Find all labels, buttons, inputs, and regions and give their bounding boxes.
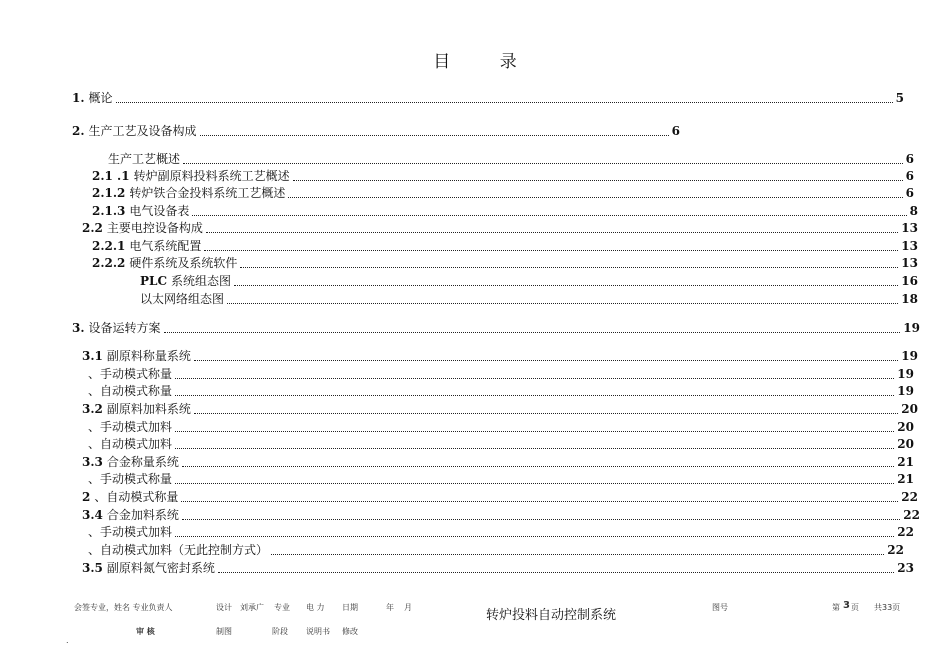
toc-page: 22 bbox=[901, 490, 918, 504]
date-label: 日期 bbox=[342, 603, 358, 612]
toc-page: 8 bbox=[909, 204, 918, 218]
toc-number: 3.2 bbox=[82, 402, 103, 416]
toc-page: 22 bbox=[903, 508, 920, 522]
toc-label: 生产工艺概述 bbox=[108, 152, 181, 166]
toc-label: 、手动模式加料 bbox=[88, 420, 173, 434]
toc-label: 主要电控设备构成 bbox=[106, 221, 203, 235]
countersign-label: 会签专业，姓名 专业负责人 bbox=[74, 603, 173, 612]
toc-page: 21 bbox=[897, 455, 914, 469]
toc-page: 22 bbox=[887, 543, 904, 557]
toc-number: 3.1 bbox=[82, 349, 103, 363]
corner-mark: . bbox=[66, 636, 69, 645]
toc-number: 2.2.2 bbox=[92, 256, 126, 270]
toc-label: 、手动模式加料 bbox=[88, 525, 173, 539]
toc-page: 13 bbox=[901, 239, 918, 253]
toc-page: 20 bbox=[897, 420, 914, 434]
toc-number: 3.3 bbox=[82, 455, 103, 469]
year-label: 年 bbox=[386, 603, 394, 612]
toc-page: 20 bbox=[897, 437, 914, 451]
toc-page: 20 bbox=[901, 402, 918, 416]
toc-number: 3.5 bbox=[82, 561, 103, 575]
toc-label: 转炉铁合金投料系统工艺概述 bbox=[129, 186, 286, 200]
review-label: 审 核 bbox=[136, 627, 155, 636]
designer-name: 刘承广 bbox=[240, 603, 264, 612]
toc-label: 副原料加料系统 bbox=[106, 402, 191, 416]
toc-label: 、自动模式称量 bbox=[88, 384, 173, 398]
toc-page: 23 bbox=[897, 561, 914, 575]
page-prefix: 第 bbox=[832, 603, 840, 612]
toc-label: 电气设备表 bbox=[129, 204, 190, 218]
toc-page: 19 bbox=[903, 321, 920, 335]
toc-label: 、手动模式称量 bbox=[88, 472, 173, 486]
toc-page: 19 bbox=[901, 349, 918, 363]
revision-label: 修改 bbox=[342, 627, 358, 636]
toc-label: 合金加料系统 bbox=[106, 508, 179, 522]
toc-page: 6 bbox=[671, 124, 680, 138]
toc-number: 1. bbox=[72, 91, 85, 105]
toc-page: 13 bbox=[901, 256, 918, 270]
toc-page: 5 bbox=[895, 91, 904, 105]
toc-number: 2.2 bbox=[82, 221, 103, 235]
toc-page: 13 bbox=[901, 221, 918, 235]
stage-label: 阶段 bbox=[272, 627, 288, 636]
toc-number: 2.1 .1 bbox=[92, 169, 130, 183]
toc-page: 6 bbox=[905, 186, 914, 200]
toc-page: 19 bbox=[897, 384, 914, 398]
toc-label: 系统组态图 bbox=[171, 274, 232, 288]
toc-number: 2. bbox=[72, 124, 85, 138]
toc-label: 、手动模式称量 bbox=[88, 367, 173, 381]
toc-number: 3.4 bbox=[82, 508, 103, 522]
toc-number: PLC bbox=[140, 274, 168, 288]
manual-label: 说明书 bbox=[306, 627, 330, 636]
toc-page: 22 bbox=[897, 525, 914, 539]
page-title: 目 录 bbox=[433, 52, 539, 72]
toc-label: 副原料称量系统 bbox=[106, 349, 191, 363]
toc-label: 、自动模式加料 bbox=[88, 437, 173, 451]
toc-label: 转炉副原料投料系统工艺概述 bbox=[133, 169, 290, 183]
toc-label: 电气系统配置 bbox=[129, 239, 202, 253]
toc-label: 、自动模式加料（无此控制方式） bbox=[88, 543, 269, 557]
toc-page: 18 bbox=[901, 292, 918, 306]
major-value: 电 力 bbox=[306, 603, 325, 612]
toc-label: 副原料氮气密封系统 bbox=[106, 561, 215, 575]
major-label: 专业 bbox=[274, 603, 290, 612]
draw-label: 制图 bbox=[216, 627, 232, 636]
document-title: 转炉投料自动控制系统 bbox=[486, 608, 617, 623]
toc-number: 2 bbox=[82, 490, 91, 504]
toc-number: 2.1.2 bbox=[92, 186, 126, 200]
design-label: 设计 bbox=[216, 603, 232, 612]
drawing-number-label: 图号 bbox=[712, 603, 728, 612]
month-label: 月 bbox=[404, 603, 412, 612]
toc-label: 以太网络组态图 bbox=[140, 292, 225, 306]
toc-label: 生产工艺及设备构成 bbox=[88, 124, 197, 138]
toc-page: 16 bbox=[901, 274, 918, 288]
toc-page: 6 bbox=[905, 152, 914, 166]
toc-label: 概论 bbox=[88, 91, 113, 105]
toc-number: 3. bbox=[72, 321, 85, 335]
toc-label: 设备运转方案 bbox=[88, 321, 161, 335]
toc-label: 、自动模式称量 bbox=[94, 490, 179, 504]
toc-label: 硬件系统及系统软件 bbox=[129, 256, 238, 270]
total-pages: 共33页 bbox=[874, 603, 901, 612]
toc-page: 21 bbox=[897, 472, 914, 486]
toc-number: 2.1.3 bbox=[92, 204, 126, 218]
toc-label: 合金称量系统 bbox=[106, 455, 179, 469]
toc-number: 2.2.1 bbox=[92, 239, 126, 253]
page-unit: 页 bbox=[851, 603, 859, 612]
page-number: 3 bbox=[843, 600, 850, 611]
toc-page: 19 bbox=[897, 367, 914, 381]
toc-page: 6 bbox=[905, 169, 914, 183]
